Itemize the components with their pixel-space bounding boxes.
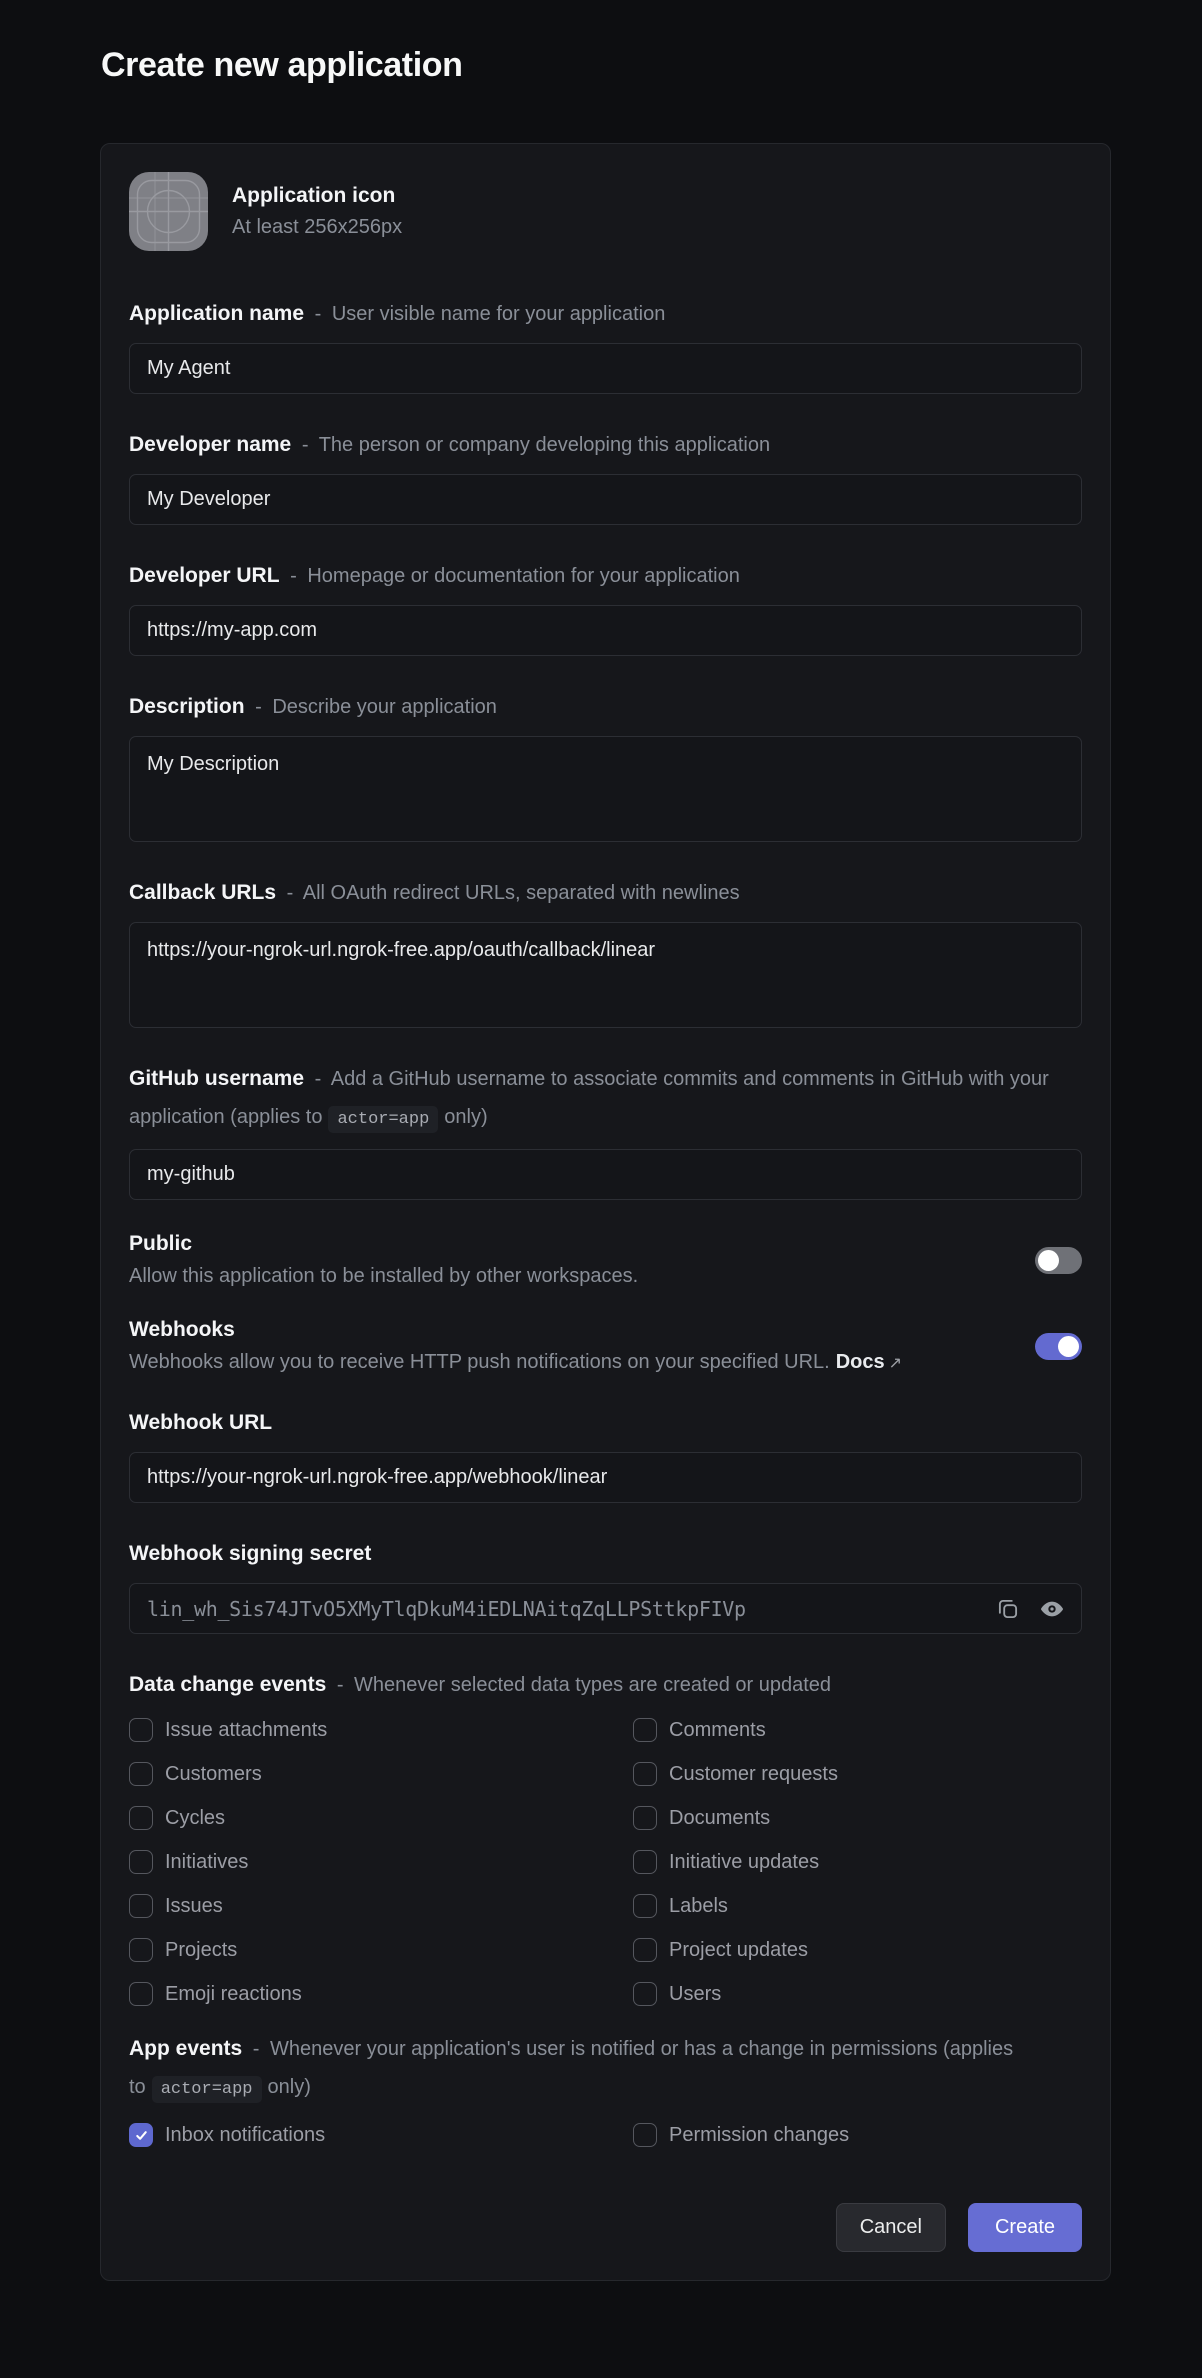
checkbox-label: Initiatives [165,1850,249,1873]
actor-app-code-chip: actor=app [152,2076,262,2103]
checkbox-inbox-notifications[interactable] [129,2123,633,2147]
toggle-knob [1038,1250,1059,1271]
checkbox-label: Documents [669,1806,771,1829]
public-label: Public [129,1232,193,1255]
label-text: Developer name [129,433,292,456]
field-webhook-url [129,1404,1082,1503]
field-developer-name [129,426,1082,525]
toggle-knob [1058,1336,1079,1357]
checkbox-label: Comments [669,1718,766,1741]
webhooks-toggle-row [129,1318,1082,1374]
label-description: User visible name for your application [331,303,666,325]
label-description: All OAuth redirect URLs, separated with newlines [302,882,740,904]
checkbox-icon [633,1806,657,1830]
label-separator: - [252,2038,260,2060]
github-username-label [129,1060,1082,1139]
application-name-label [129,295,1082,333]
checkbox-label: Customer requests [669,1762,838,1785]
checkbox-label: Projects [165,1938,238,1961]
label-text: Webhook signing secret [129,1542,372,1565]
checkbox-label: Issues [165,1894,223,1917]
checkbox-initiative-updates[interactable] [633,1850,1082,1874]
checkbox-project-updates[interactable] [633,1938,1082,1962]
checkbox-label: Permission changes [669,2123,850,2146]
checkbox-label: Users [669,1982,722,2005]
checkbox-customer-requests[interactable] [633,1762,1082,1786]
label-text: Developer URL [129,564,280,587]
checkbox-icon [633,1850,657,1874]
label-separator: - [286,882,294,904]
label-description: Homepage or documentation for your application [307,565,740,587]
application-icon-label: Application icon [232,184,396,207]
eye-icon [1039,1596,1065,1622]
checkbox-labels[interactable] [633,1894,1082,1918]
page-title: Create new application [101,46,463,84]
description-label [129,688,1082,726]
label-separator: - [290,565,297,587]
application-icon-hint: At least 256x256px [232,216,403,238]
checkbox-label: Emoji reactions [165,1982,302,2005]
label-text: Application name [129,302,305,325]
application-icon-upload-button[interactable] [129,172,208,251]
app-events-label [129,2030,1082,2109]
checkbox-projects[interactable] [129,1938,633,1962]
label-description-post: only) [267,2076,311,2098]
field-github-username [129,1060,1082,1200]
checkbox-icon [633,1938,657,1962]
checkbox-icon [129,1938,153,1962]
actor-app-code-chip: actor=app [328,1106,438,1133]
label-text: Webhook URL [129,1411,273,1434]
form-actions [129,2203,1082,2252]
webhooks-label: Webhooks [129,1318,235,1341]
label-text: App events [129,2037,243,2060]
checkbox-users[interactable] [633,1982,1082,2006]
checkbox-icon [129,1718,153,1742]
checkbox-icon [129,1762,153,1786]
label-description: Whenever selected data types are created or updated [354,1674,832,1696]
checkbox-customers[interactable] [129,1762,633,1786]
field-developer-url [129,557,1082,656]
field-description [129,688,1082,842]
label-description: Add a GitHub username to associate commits and comments in GitHub with your application (applies to [129,1068,1049,1128]
webhooks-description-text: Webhooks allow you to receive HTTP push notifications on your specified URL. [129,1351,830,1373]
checkbox-issues[interactable] [129,1894,633,1918]
checkbox-label: Issue attachments [165,1718,328,1741]
public-description: Allow this application to be installed by other workspaces. [129,1265,639,1287]
checkbox-emoji-reactions[interactable] [129,1982,633,2006]
github-username-input[interactable] [129,1149,1082,1200]
checkbox-icon [129,1982,153,2006]
label-separator: - [301,434,309,456]
checkbox-documents[interactable] [633,1806,1082,1830]
label-description: Describe your application [272,696,497,718]
cancel-button[interactable]: Cancel [836,2203,946,2252]
data-change-events-grid [129,1718,1082,2006]
label-text: GitHub username [129,1067,305,1090]
checkbox-issue-attachments[interactable] [129,1718,633,1742]
checkbox-icon [633,1982,657,2006]
checkbox-icon [633,1718,657,1742]
label-separator: - [314,1068,322,1090]
label-separator: - [336,1674,344,1696]
checkbox-icon [633,2123,657,2147]
field-webhook-secret [129,1535,1082,1634]
data-change-events-label [129,1666,1082,1704]
webhook-url-label [129,1404,1082,1442]
label-description: The person or company developing this application [318,434,771,456]
label-text: Callback URLs [129,881,277,904]
checkbox-label: Initiative updates [669,1850,820,1873]
checkbox-label: Cycles [165,1806,226,1829]
checkbox-icon [633,1762,657,1786]
create-application-card [100,143,1111,2281]
description-textarea[interactable] [129,736,1082,842]
checkbox-icon [129,1806,153,1830]
label-description: Whenever your application's user is notified or has a change in permissions (applies to [129,2038,1014,2098]
label-separator: - [314,303,322,325]
docs-link[interactable]: Docs [835,1351,885,1373]
webhooks-description [129,1351,902,1374]
webhook-secret-actions [995,1583,1065,1634]
external-link-arrow-icon: ↗ [888,1355,903,1372]
label-description-post: only) [444,1106,488,1128]
public-toggle[interactable] [1035,1247,1082,1274]
developer-url-input[interactable] [129,605,1082,656]
checkbox-initiatives[interactable] [129,1850,633,1874]
application-icon-text [232,184,402,239]
app-events-grid [129,2123,1082,2147]
copy-secret-button[interactable] [995,1596,1021,1622]
checkbox-cycles[interactable] [129,1806,633,1830]
field-application-name [129,295,1082,394]
checkbox-permission-changes[interactable] [633,2123,1082,2147]
checkbox-icon [129,1850,153,1874]
app-icon-placeholder-icon [129,172,208,251]
reveal-secret-button[interactable] [1039,1596,1065,1622]
label-text: Description [129,695,245,718]
checkbox-label: Project updates [669,1938,808,1961]
callback-urls-textarea[interactable] [129,922,1082,1028]
webhook-url-input[interactable] [129,1452,1082,1503]
checkbox-label: Customers [165,1762,262,1785]
webhook-secret-label [129,1535,1082,1573]
application-name-input[interactable] [129,343,1082,394]
public-toggle-row [129,1232,1082,1288]
webhook-secret-wrap [129,1583,1082,1634]
public-toggle-text [129,1232,638,1288]
checkbox-label: Labels [669,1894,728,1917]
label-separator: - [255,696,262,718]
checkbox-label: Inbox notifications [165,2123,326,2146]
checkbox-icon [633,1894,657,1918]
developer-url-label [129,557,1082,595]
copy-icon [995,1596,1021,1622]
field-callback-urls [129,874,1082,1028]
checkbox-icon [129,2123,153,2147]
callback-urls-label [129,874,1082,912]
developer-name-label [129,426,1082,464]
create-button[interactable]: Create [968,2203,1082,2252]
checkbox-comments[interactable] [633,1718,1082,1742]
webhooks-toggle[interactable] [1035,1333,1082,1360]
label-text: Data change events [129,1673,327,1696]
webhooks-toggle-text [129,1318,902,1374]
developer-name-input[interactable] [129,474,1082,525]
checkbox-icon [129,1894,153,1918]
webhook-secret-input[interactable] [129,1583,1082,1634]
application-icon-section [129,172,1082,251]
